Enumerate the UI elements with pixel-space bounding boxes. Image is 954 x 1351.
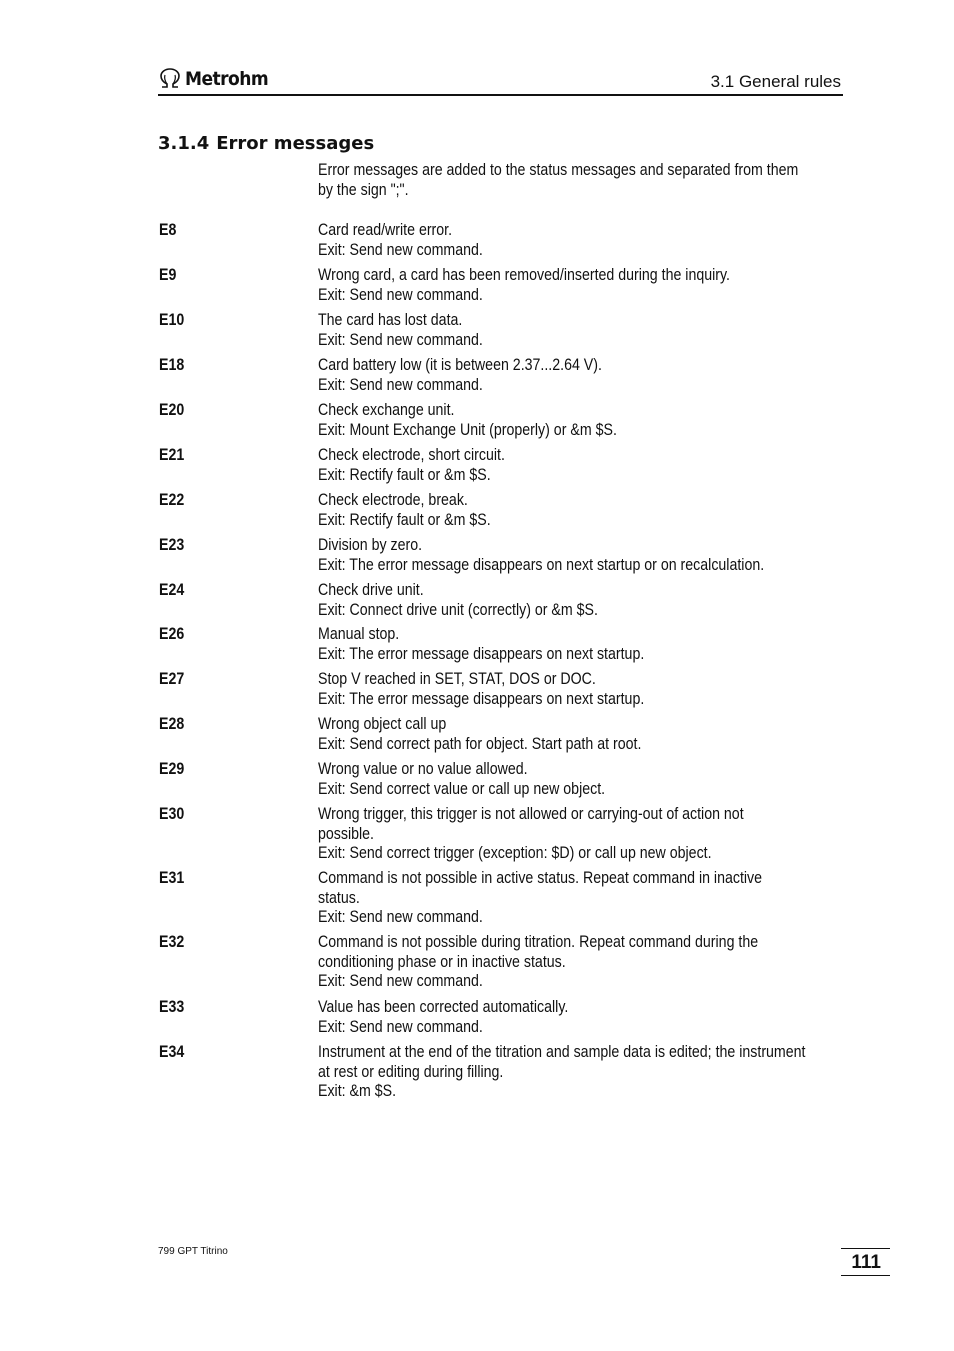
error-code: E9 xyxy=(159,266,177,284)
error-description-line: Stop V reached in SET, STAT, DOS or DOC. xyxy=(318,670,596,688)
error-description-line: Exit: Send correct value or call up new object. xyxy=(318,779,606,798)
error-code: E18 xyxy=(159,356,185,374)
error-description-line: possible. xyxy=(318,824,375,843)
error-description-line: Exit: Send new command. xyxy=(318,908,483,926)
error-description-line: at rest or editing during filling. xyxy=(318,1062,504,1081)
error-description xyxy=(318,581,843,620)
error-description-line: Check electrode, short circuit. xyxy=(318,446,505,464)
error-description-line: Exit: Mount Exchange Unit (properly) or &m $S. xyxy=(318,420,617,439)
error-code: E10 xyxy=(159,311,185,329)
section-heading xyxy=(158,133,374,154)
error-code: E34 xyxy=(159,1043,185,1061)
error-description-line: Exit: Send new command. xyxy=(318,240,483,259)
section-reference: 3.1 General rules xyxy=(710,72,841,91)
error-description xyxy=(318,715,843,754)
error-description xyxy=(318,356,843,395)
metrohm-logo xyxy=(158,68,277,90)
error-code: E32 xyxy=(159,933,185,951)
error-description xyxy=(318,1043,843,1102)
error-description-line: Value has been corrected automatically. xyxy=(318,998,569,1016)
page-header xyxy=(158,64,843,96)
error-description xyxy=(318,311,843,350)
error-description xyxy=(318,446,843,485)
error-description-line: Exit: Send correct trigger (exception: $D) or call up new object. xyxy=(318,844,712,862)
error-description xyxy=(318,869,843,928)
error-description xyxy=(318,670,843,709)
error-description-line: Exit: Rectify fault or &m $S. xyxy=(318,510,491,529)
error-description-line: Exit: Rectify fault or &m $S. xyxy=(318,465,491,484)
error-description xyxy=(318,266,843,305)
error-code: E8 xyxy=(159,221,177,239)
page-number-box xyxy=(841,1248,890,1276)
error-description-line: Exit: Send new command. xyxy=(318,285,483,304)
error-description xyxy=(318,401,843,440)
error-description-line: Exit: Send new command. xyxy=(318,330,483,349)
error-code: E21 xyxy=(159,446,185,464)
error-code: E33 xyxy=(159,998,185,1016)
error-description-line: Instrument at the end of the titration and sample data is edited; the instrument xyxy=(318,1043,806,1061)
error-code: E31 xyxy=(159,869,185,887)
error-description-line: Exit: The error message disappears on next startup. xyxy=(318,689,645,708)
footer-product: 799 GPT Titrino xyxy=(158,1246,228,1257)
error-code: E20 xyxy=(159,401,185,419)
error-description-line: Command is not possible during titration. Repeat command during the xyxy=(318,933,759,951)
section-number: 3.1.4 xyxy=(158,133,210,154)
error-description-line: Exit: Send new command. xyxy=(318,375,483,394)
error-description-line: Card battery low (it is between 2.37...2.64 V). xyxy=(318,356,602,374)
error-description-line: conditioning phase or in inactive status. xyxy=(318,952,566,971)
error-code: E30 xyxy=(159,805,185,823)
error-description-line: Exit: The error message disappears on next startup or on recalculation. xyxy=(318,555,765,574)
intro-line: by the sign ";". xyxy=(318,180,409,199)
page-number: 111 xyxy=(851,1252,881,1273)
error-code: E28 xyxy=(159,715,185,733)
error-description-line: Card read/write error. xyxy=(318,221,453,239)
error-code: E23 xyxy=(159,536,185,554)
error-description-line: Division by zero. xyxy=(318,536,423,554)
error-description-line: Wrong card, a card has been removed/inserted during the inquiry. xyxy=(318,266,731,284)
error-description xyxy=(318,536,843,575)
error-description-line: Check drive unit. xyxy=(318,581,424,599)
error-description-line: Command is not possible in active status. Repeat command in inactive xyxy=(318,869,763,887)
error-description-line: Wrong value or no value allowed. xyxy=(318,760,528,778)
error-description xyxy=(318,998,843,1037)
logo-text: Metrohm xyxy=(185,68,269,90)
error-description xyxy=(318,625,843,664)
error-code: E27 xyxy=(159,670,185,688)
error-description-line: Exit: &m $S. xyxy=(318,1082,397,1100)
error-description-line: Manual stop. xyxy=(318,625,400,643)
error-description-line: Exit: Connect drive unit (correctly) or &m $S. xyxy=(318,600,598,619)
error-description-line: Wrong trigger, this trigger is not allowed or carrying-out of action not xyxy=(318,805,744,823)
error-description xyxy=(318,805,843,864)
error-description-line: Exit: Send new command. xyxy=(318,972,483,990)
intro-paragraph xyxy=(318,161,834,200)
omega-icon xyxy=(158,68,182,90)
error-description xyxy=(318,933,843,992)
intro-line: Error messages are added to the status messages and separated from them xyxy=(318,161,799,179)
error-code: E22 xyxy=(159,491,185,509)
error-description-line: Wrong object call up xyxy=(318,715,447,733)
error-description xyxy=(318,221,843,260)
error-description-line: Exit: Send new command. xyxy=(318,1017,483,1036)
error-description-line: Exit: Send correct path for object. Start path at root. xyxy=(318,734,642,753)
error-code: E24 xyxy=(159,581,185,599)
error-description xyxy=(318,491,843,530)
error-code: E26 xyxy=(159,625,185,643)
error-description-line: Check exchange unit. xyxy=(318,401,455,419)
error-description-line: Exit: The error message disappears on next startup. xyxy=(318,644,645,663)
section-title: Error messages xyxy=(216,133,375,154)
error-description-line: status. xyxy=(318,888,360,907)
error-description-line: Check electrode, break. xyxy=(318,491,468,509)
error-description xyxy=(318,760,843,799)
error-code: E29 xyxy=(159,760,185,778)
error-description-line: The card has lost data. xyxy=(318,311,463,329)
